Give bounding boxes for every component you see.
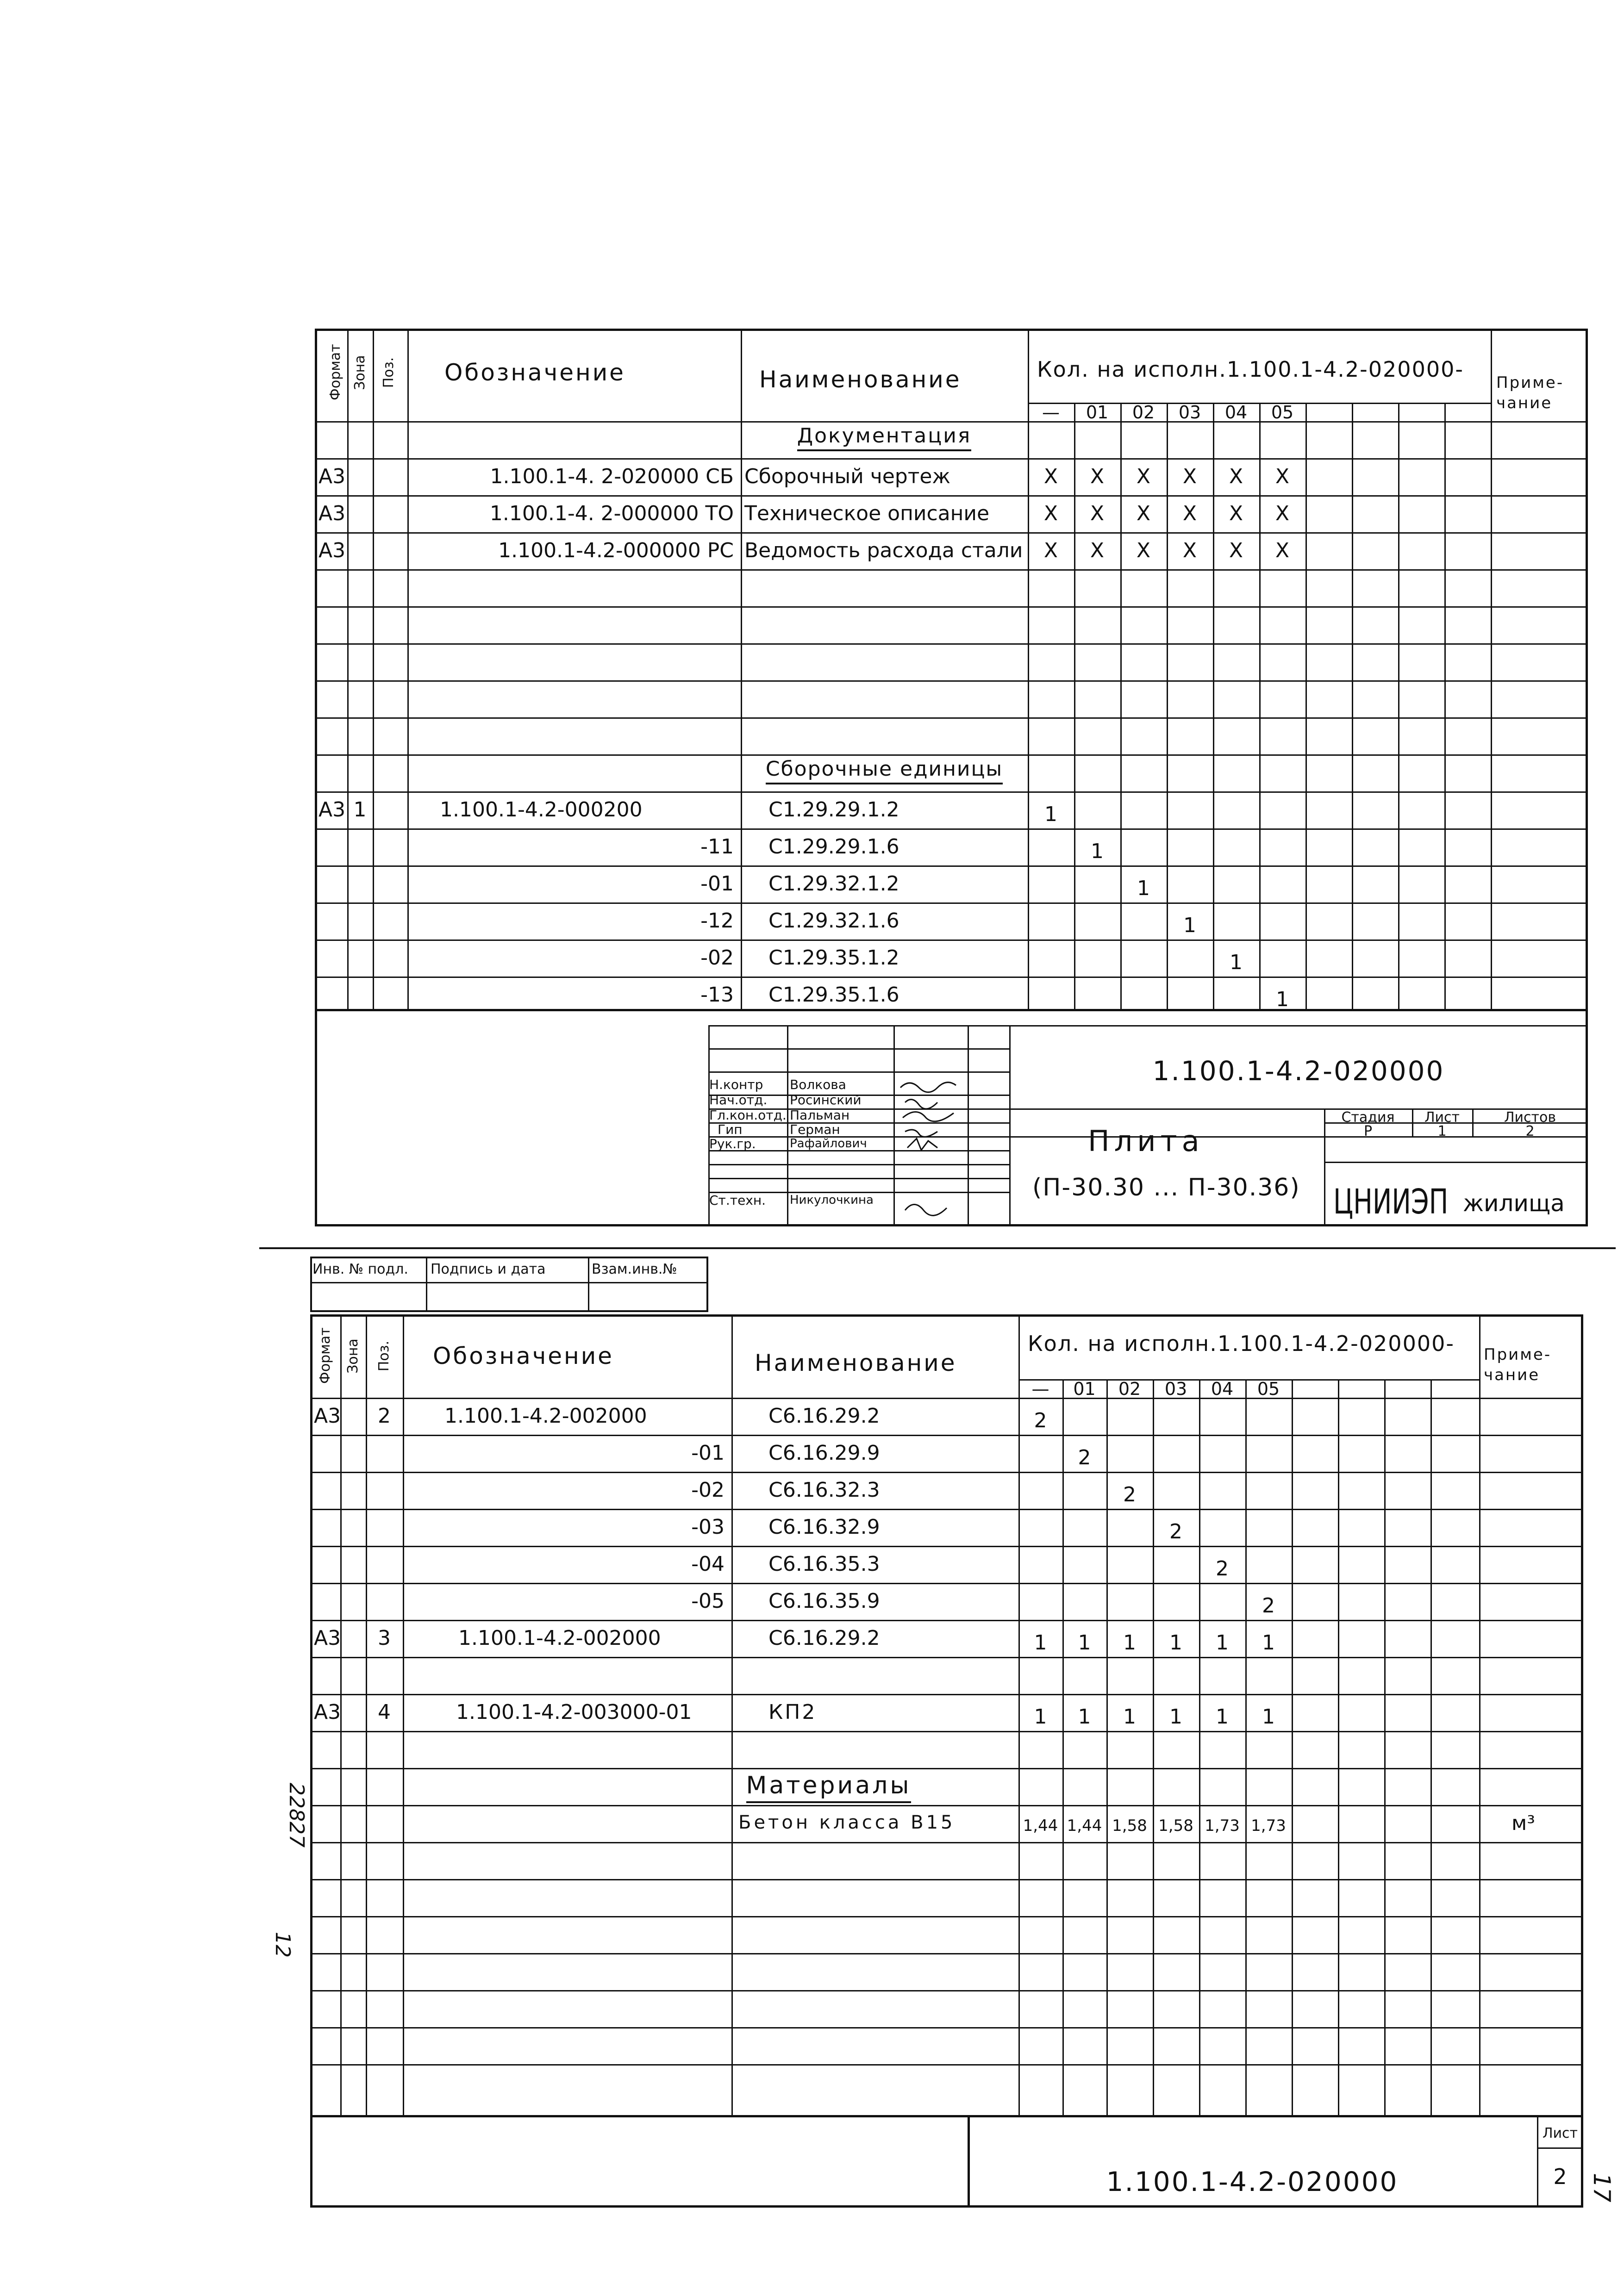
mark: X [1136, 502, 1151, 525]
asm-designation: -11 [700, 835, 734, 859]
variant-2: 02 [1132, 402, 1155, 423]
mark: X [1136, 539, 1151, 562]
asm-designation: -02 [700, 946, 734, 970]
org-name: ЦНИИЭП [1333, 1182, 1449, 1222]
variant-1: 01 [1073, 1379, 1096, 1399]
footer-sheet-label: Лист [1542, 2125, 1578, 2141]
asm-qty: 1 [1183, 914, 1196, 937]
stage-value: Р [1363, 1123, 1373, 1139]
section-materials: Материалы [731, 1773, 926, 1798]
asm-designation: 1.100.1-4.2-000200 [440, 798, 643, 821]
person: Рафайлович [790, 1137, 867, 1151]
title-doc-code: 1.100.1-4.2-020000 [1152, 1055, 1445, 1087]
mark: X [1275, 502, 1290, 525]
org-suffix: жилища [1463, 1190, 1565, 1217]
mark: X [1229, 539, 1243, 562]
qty-header: Кол. на исполн.1.100.1-4.2-020000- [1028, 1331, 1455, 1356]
col-name: Наименование [759, 366, 962, 393]
variant-1: 01 [1086, 402, 1109, 423]
doc-format: А3 [319, 502, 346, 525]
asm-name: С1.29.29.1.2 [768, 798, 899, 821]
role: Н.контр [709, 1077, 763, 1092]
col-designation: Обозначение [444, 359, 625, 386]
asm-name: С1.29.32.1.2 [768, 872, 899, 896]
mark: X [1043, 502, 1058, 525]
mark: X [1136, 465, 1151, 488]
doc-name: Ведомость расхода стали [744, 539, 1023, 562]
asm-qty: 1 [1230, 951, 1243, 974]
stamp-sign-date: Подпись и дата [431, 1261, 546, 1277]
role: Ст.техн. [709, 1193, 766, 1208]
mark: X [1090, 539, 1105, 562]
title-product: Плита [1088, 1124, 1204, 1158]
sheet-label: Лист [1424, 1109, 1460, 1126]
section-assemblies: Сборочные единицы [741, 759, 1028, 779]
mark: X [1182, 539, 1197, 562]
asm-name: С1.29.29.1.6 [768, 835, 899, 859]
mark: X [1229, 465, 1243, 488]
col-format: Формат [327, 344, 344, 400]
variant-4: 04 [1224, 402, 1248, 423]
role: Рук.гр. [709, 1136, 756, 1151]
stamp-vzam: Взам.инв.№ [592, 1261, 677, 1277]
role: Гл.кон.отд. [709, 1108, 787, 1123]
qty-header: Кол. на исполн.1.100.1-4.2-020000- [1037, 357, 1464, 382]
doc-name: Сборочный чертеж [744, 465, 951, 488]
col-zone: Зона [345, 1338, 361, 1374]
mark: X [1182, 502, 1197, 525]
margin-number: 22827 [285, 1783, 308, 1848]
stamp-inv: Инв. № подл. [312, 1261, 408, 1277]
mark: X [1043, 465, 1058, 488]
asm-qty: 1 [1276, 988, 1289, 1011]
section-documentation: Документация [741, 426, 1028, 446]
margin-small: 12 [271, 1932, 294, 1958]
sheet-value: 1 [1437, 1123, 1447, 1139]
doc-designation: 1.100.1-4. 2-020000 СБ [490, 465, 734, 488]
asm-designation: -13 [700, 983, 734, 1007]
col-name: Наименование [755, 1350, 957, 1376]
asm-zone: 1 [353, 798, 367, 821]
asm-qty: 1 [1044, 803, 1057, 826]
doc-format: А3 [319, 465, 346, 488]
separator-line [259, 1247, 1616, 1249]
person: Волкова [790, 1077, 846, 1092]
asm-format: А3 [319, 798, 346, 821]
signatures [896, 1074, 965, 1226]
person: Никулочкина [790, 1193, 874, 1207]
doc-name: Техническое описание [744, 502, 990, 525]
variant-5: 05 [1271, 402, 1294, 423]
asm-name: С1.29.32.1.6 [768, 909, 899, 933]
variant-5: 05 [1257, 1379, 1280, 1399]
col-pos: Поз. [376, 1340, 392, 1372]
variant-0: — [1031, 1379, 1049, 1399]
doc-designation: 1.100.1-4.2-000000 РС [498, 539, 734, 562]
note-header: Приме-чание [1496, 373, 1564, 413]
title-product-range: (П-30.30 ... П-30.36) [1032, 1174, 1300, 1201]
asm-designation: -01 [700, 872, 734, 896]
col-zone: Зона [352, 355, 368, 390]
person: Герман [790, 1122, 840, 1137]
sheets-label: Листов [1504, 1109, 1556, 1126]
asm-designation: -12 [700, 909, 734, 933]
footer-doc-code: 1.100.1-4.2-020000 [1106, 2166, 1399, 2197]
role: Нач.отд. [709, 1092, 768, 1108]
role: Гип [718, 1122, 743, 1137]
variant-3: 03 [1164, 1379, 1187, 1399]
col-pos: Поз. [381, 357, 397, 388]
doc-format: А3 [319, 539, 346, 562]
footer-sheet-value: 2 [1553, 2164, 1567, 2189]
margin-right: 17 [1588, 2173, 1615, 2203]
stage-label: Стадия [1341, 1109, 1395, 1126]
doc-designation: 1.100.1-4. 2-000000 ТО [489, 502, 734, 525]
mark: X [1090, 502, 1105, 525]
col-format: Формат [317, 1327, 333, 1384]
person: Пальман [790, 1108, 850, 1123]
mark: X [1090, 465, 1105, 488]
note-header: Приме-чание [1484, 1345, 1552, 1385]
variant-2: 02 [1118, 1379, 1141, 1399]
variant-3: 03 [1178, 402, 1201, 423]
variant-4: 04 [1211, 1379, 1234, 1399]
person: Росинский [790, 1092, 862, 1108]
col-designation: Обозначение [433, 1343, 614, 1369]
mark: X [1275, 539, 1290, 562]
mark: X [1275, 465, 1290, 488]
asm-name: С1.29.35.1.2 [768, 946, 899, 970]
mark: X [1043, 539, 1058, 562]
variant-0: — [1042, 402, 1060, 423]
asm-name: С1.29.35.1.6 [768, 983, 899, 1007]
mark: X [1229, 502, 1243, 525]
asm-qty: 1 [1091, 840, 1104, 863]
mark: X [1182, 465, 1197, 488]
asm-qty: 1 [1137, 877, 1150, 900]
sheets-value: 2 [1525, 1123, 1535, 1139]
